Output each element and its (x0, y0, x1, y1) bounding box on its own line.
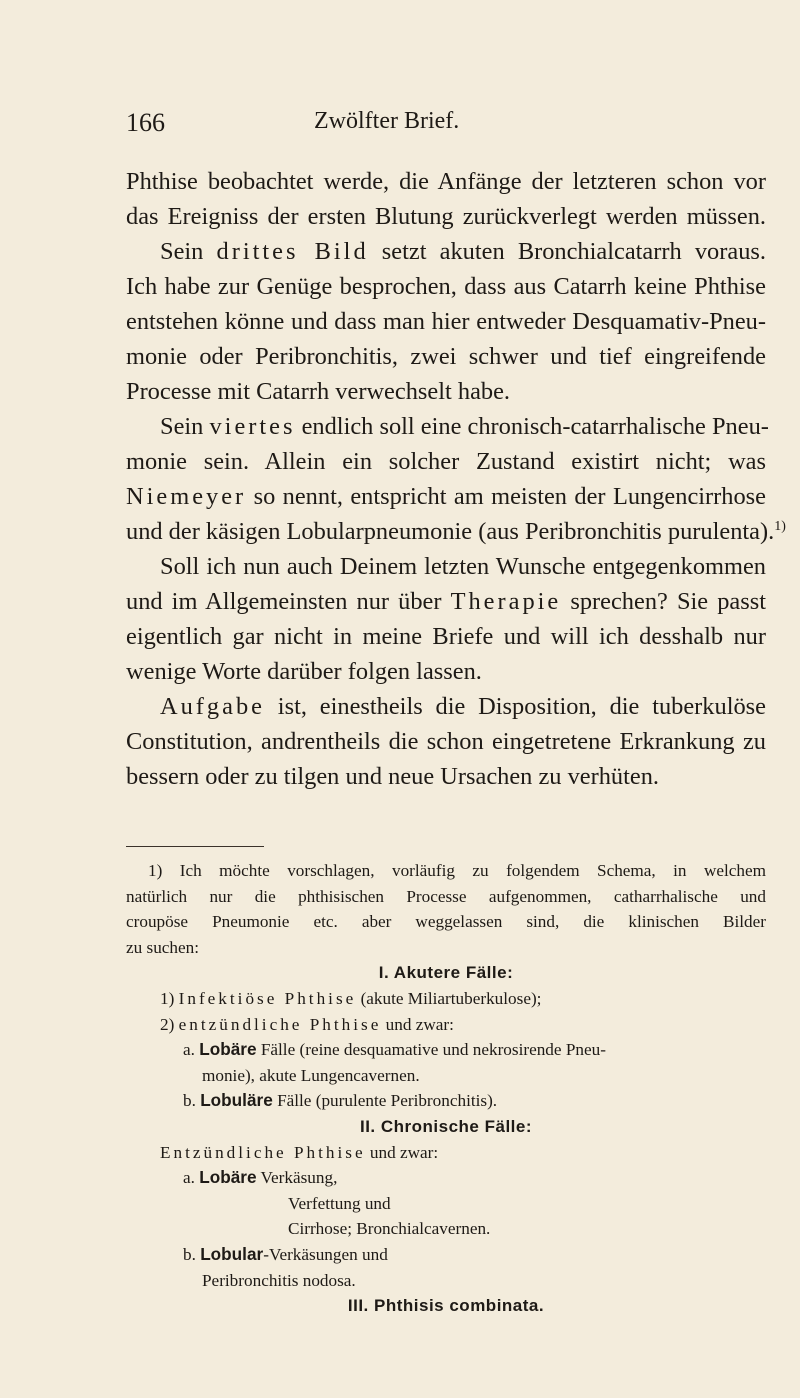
text-line: Soll ich nun auch Deinem letzten Wunsche entgegenkommen (160, 553, 766, 580)
page-number: 166 (126, 108, 165, 137)
text-line: Niemeyer so nennt, entspricht am meisten der Lungencirrhose (126, 483, 766, 510)
text-line: Sein viertes endlich soll eine chronisch-catarrhalische Pneu- (160, 413, 769, 440)
footnote (126, 858, 766, 1319)
text-line: Constitution, andrentheils die schon eingetretene Erkrankung zu (126, 728, 766, 755)
list-item: b. Lobuläre Fälle (purulente Peribronchitis). (183, 1090, 498, 1111)
text-line: eigentlich gar nicht in meine Briefe und will ich desshalb nur (126, 623, 766, 650)
emphasis-name: Niemeyer (126, 483, 247, 510)
text-line: Processe mit Catarrh verwechselt habe. (126, 378, 511, 405)
list-item: b. Lobular-Verkäsungen und (183, 1243, 388, 1264)
emphasis: viertes (209, 413, 296, 440)
emphasis: Aufgabe (160, 693, 265, 720)
text-line: Aufgabe ist, einestheils die Disposition, die tuberkulöse (160, 693, 766, 720)
emphasis: Therapie (450, 588, 562, 615)
section-heading: I. Akutere Fälle: (378, 963, 514, 983)
page-header (126, 108, 760, 138)
list-item-cont: monie), akute Lungencavernen. (202, 1065, 420, 1085)
main-text (126, 164, 786, 794)
list-item: 2) entzündliche Phthise und zwar: (160, 1014, 454, 1034)
list-item: a. Lobäre Verkäsung, (183, 1167, 338, 1188)
text-line: entstehen könne und dass man hier entweder Desquamativ-Pneu- (126, 308, 766, 335)
list-item: Entzündliche Phthise und zwar: (160, 1142, 439, 1162)
emphasis: drittes Bild (216, 238, 369, 265)
running-title: Zwölfter Brief. (314, 108, 460, 134)
footnote-divider (126, 846, 264, 847)
list-item: 1) Infektiöse Phthise (akute Miliartuberkulose); (160, 988, 542, 1008)
text-line: das Ereigniss der ersten Blutung zurückverlegt werden müssen. (126, 203, 766, 230)
text-line: Sein drittes Bild setzt akuten Bronchialcatarrh voraus. (160, 238, 766, 265)
text-line: monie oder Peribronchitis, zwei schwer und tief eingreifende (126, 343, 766, 370)
text-line: bessern oder zu tilgen und neue Ursachen zu verhüten. (126, 763, 660, 790)
footnote-line: croupöse Pneumonie etc. aber weggelassen sind, die klinischen Bilder (126, 912, 766, 932)
text-line: und im Allgemeinsten nur über Therapie sprechen? Sie passt (126, 588, 766, 615)
list-item-cont: Cirrhose; Bronchialcavernen. (288, 1219, 491, 1239)
list-item: a. Lobäre Fälle (reine desquamative und nekrosirende Pneu- (183, 1039, 606, 1060)
text-line: und der käsigen Lobularpneumonie (aus Peribronchitis purulenta).$^{1)}$ (126, 518, 786, 545)
footnote-line: 1) Ich möchte vorschlagen, vorläufig zu folgendem Schema, in welchem (148, 861, 767, 880)
text-line: Phthise beobachtet werde, die Anfänge der letzteren schon vor (126, 168, 766, 195)
list-item-cont: Verfettung und (288, 1193, 391, 1213)
footnote-ref: 1) (774, 518, 786, 534)
section-heading: II. Chronische Fälle: (359, 1116, 533, 1136)
footnote-line: zu suchen: (126, 937, 200, 957)
section-heading: III. Phthisis combinata. (347, 1296, 545, 1316)
footnote-line: natürlich nur die phthisischen Processe aufgenommen, catharrhalische und (126, 886, 766, 906)
text-line: wenige Worte darüber folgen lassen. (126, 658, 482, 685)
text-line: monie sein. Allein ein solcher Zustand existirt nicht; was (126, 448, 766, 475)
list-item-cont: Peribronchitis nodosa. (202, 1270, 356, 1290)
text-line: Ich habe zur Genüge besprochen, dass aus Catarrh keine Phthise (126, 273, 766, 300)
